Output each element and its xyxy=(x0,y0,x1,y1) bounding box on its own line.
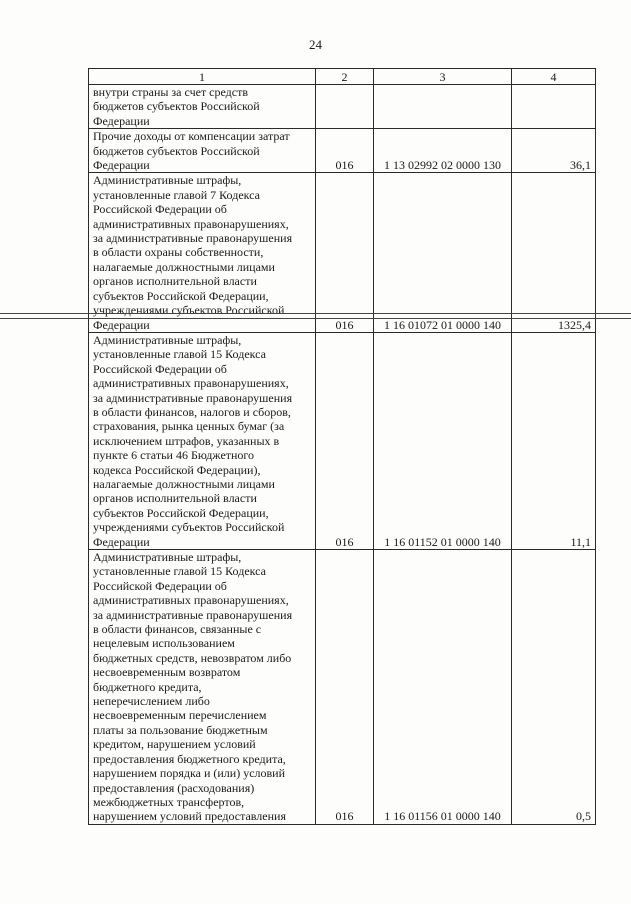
revenue-name xyxy=(89,332,316,549)
text-line: Федерации xyxy=(93,158,150,173)
admin-code: 016 xyxy=(316,173,374,332)
column-header-2: 2 xyxy=(316,69,374,85)
text-line: административных правонарушениях, xyxy=(93,376,289,391)
text-line: учреждениями субъектов Российской xyxy=(93,303,285,318)
revenue-name xyxy=(89,173,316,332)
text-line: в области финансов, налогов и сборов, xyxy=(93,404,291,419)
text-line: Административные штрафы, xyxy=(93,173,242,188)
budget-classification-code: 1 16 01156 01 0000 140 xyxy=(374,550,512,825)
text-line: органов исполнительной власти xyxy=(93,274,257,289)
text-line: нарушением порядка и (или) условий xyxy=(93,766,286,781)
text-line: установленные главой 15 Кодекса xyxy=(93,347,266,362)
text-line: Административные штрафы, xyxy=(93,332,242,347)
amount: 0,5 xyxy=(512,550,596,825)
text-line: Федерации xyxy=(93,317,150,332)
page-number: 24 xyxy=(309,37,322,52)
text-line: страхования, рынка ценных бумаг (за xyxy=(93,419,285,434)
text-line: в области финансов, связанные с xyxy=(93,622,262,637)
text-line: органов исполнительной власти xyxy=(93,491,257,506)
text-line: нецелевым использованием xyxy=(93,636,235,651)
text-line: за административные правонарушения xyxy=(93,231,293,246)
text-line: внутри страны за счет средств xyxy=(93,85,249,99)
text-line: Российской Федерации об xyxy=(93,361,227,376)
text-line: субъектов Российской Федерации, xyxy=(93,505,269,520)
text-line: бюджетов субъектов Российской xyxy=(93,99,260,114)
text-line: несвоевременным возвратом xyxy=(93,665,241,680)
text-line: субъектов Российской Федерации, xyxy=(93,288,269,303)
scan-line xyxy=(0,313,631,314)
text-line: исключением штрафов, указанных в xyxy=(93,433,280,448)
text-line: неперечислением либо xyxy=(93,694,210,709)
text-line: бюджетных средств, невозвратом либо xyxy=(93,650,292,665)
budget-classification-code: 1 13 02992 02 0000 130 xyxy=(374,129,512,173)
budget-classification-code: 1 16 01072 01 0000 140 xyxy=(374,173,512,332)
scan-line xyxy=(0,318,631,319)
column-header-1: 1 xyxy=(89,69,316,85)
text-line: кодекса Российской Федерации), xyxy=(93,462,261,477)
text-line: административных правонарушениях, xyxy=(93,593,289,608)
admin-code: 016 xyxy=(316,332,374,549)
amount xyxy=(512,85,596,129)
table-row xyxy=(89,129,596,173)
text-line: предоставления бюджетного кредита, xyxy=(93,751,286,766)
text-line: в области охраны собственности, xyxy=(93,245,264,260)
table-row xyxy=(89,550,596,825)
budget-classification-code: 1 16 01152 01 0000 140 xyxy=(374,332,512,549)
text-line: Прочие доходы от компенсации затрат xyxy=(93,129,290,144)
table-row xyxy=(89,85,596,129)
revenue-name xyxy=(89,85,316,129)
text-line: налагаемые должностными лицами xyxy=(93,259,275,274)
text-line: установленные главой 7 Кодекса xyxy=(93,187,260,202)
text-line: Федерации xyxy=(93,534,150,549)
admin-code: 016 xyxy=(316,550,374,825)
header-row xyxy=(89,69,596,85)
text-line: бюджетного кредита, xyxy=(93,679,202,694)
admin-code: 016 xyxy=(316,129,374,173)
column-header-4: 4 xyxy=(512,69,596,85)
text-line: пункте 6 статьи 46 Бюджетного xyxy=(93,448,255,463)
text-line: Административные штрафы, xyxy=(93,550,242,564)
text-line: за административные правонарушения xyxy=(93,390,293,405)
admin-code xyxy=(316,85,374,129)
text-line: кредитом, нарушением условий xyxy=(93,737,256,752)
revenue-name xyxy=(89,129,316,173)
column-header-3: 3 xyxy=(374,69,512,85)
amount: 36,1 xyxy=(512,129,596,173)
text-line: платы за пользование бюджетным xyxy=(93,722,268,737)
text-line: Российской Федерации об xyxy=(93,202,227,217)
text-line: бюджетов субъектов Российской xyxy=(93,143,260,158)
revenue-table xyxy=(88,68,596,825)
amount: 1325,4 xyxy=(512,173,596,332)
text-line: несвоевременным перечислением xyxy=(93,708,267,723)
text-line: учреждениями субъектов Российской xyxy=(93,520,285,535)
text-line: межбюджетных трансфертов, xyxy=(93,794,245,809)
text-line: установленные главой 15 Кодекса xyxy=(93,564,266,579)
text-line: административных правонарушениях, xyxy=(93,216,289,231)
revenue-name xyxy=(89,550,316,825)
text-line: нарушением условий предоставления xyxy=(93,809,286,824)
table-row xyxy=(89,332,596,549)
text-line: предоставления (расходования) xyxy=(93,780,255,795)
budget-classification-code xyxy=(374,85,512,129)
text-line: за административные правонарушения xyxy=(93,607,293,622)
table-row xyxy=(89,173,596,332)
text-line: налагаемые должностными лицами xyxy=(93,476,275,491)
text-line: Российской Федерации об xyxy=(93,578,227,593)
text-line: Федерации xyxy=(93,113,150,128)
amount: 11,1 xyxy=(512,332,596,549)
